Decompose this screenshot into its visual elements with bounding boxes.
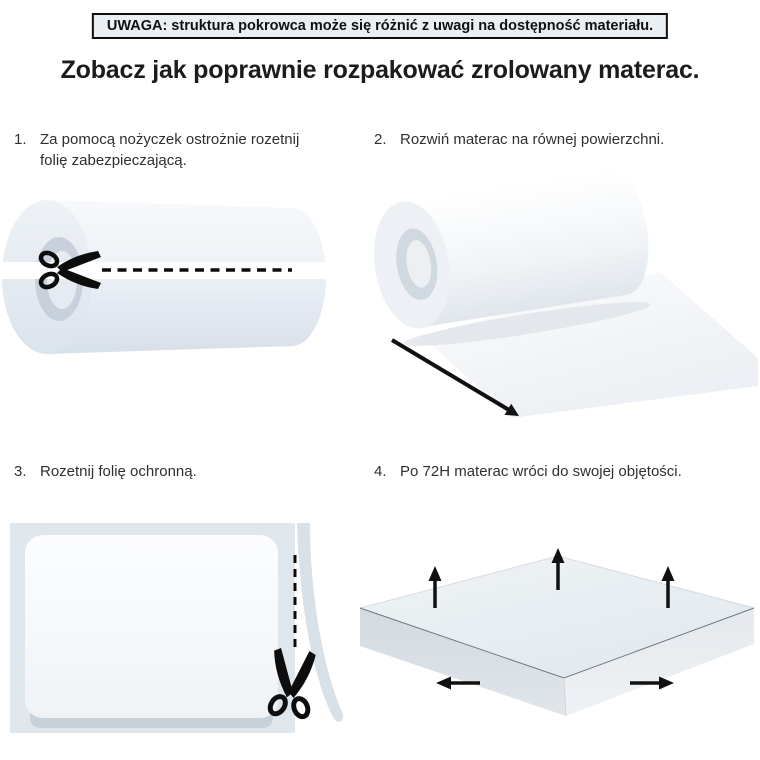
- step-text: Rozwiń materac na równej powierzchni.: [400, 131, 665, 148]
- step-number: 3.: [14, 463, 27, 480]
- step-number: 4.: [374, 463, 387, 480]
- step-text: Za pomocą nożyczek ostrożnie rozetnij folię zabezpieczającą.: [40, 131, 300, 169]
- film-peel-flap: [297, 523, 343, 722]
- step-2-caption: [374, 129, 754, 150]
- illustration-expanded-mattress: [358, 540, 758, 758]
- step-text: Po 72H materac wróci do swojej objętości.: [400, 463, 682, 480]
- illustration-cut-film: [8, 516, 358, 756]
- notice-banner-text: UWAGA: struktura pokrowca może się różnić z uwagi na dostępność materiału.: [106, 18, 654, 34]
- page-title: Zobacz jak poprawnie rozpakować zrolowany materac.: [60, 56, 700, 84]
- step-text: Rozetnij folię ochronną.: [40, 463, 197, 480]
- step-number: 2.: [374, 131, 387, 148]
- step-3-caption: [14, 461, 344, 482]
- illustration-unroll: [362, 166, 758, 421]
- illustration-cut-roll: [2, 192, 338, 364]
- step-1-caption: [14, 129, 330, 171]
- notice-banner: [92, 13, 668, 39]
- step-number: 1.: [14, 131, 27, 148]
- flat-mattress: [25, 535, 278, 718]
- step-4-caption: [374, 461, 754, 482]
